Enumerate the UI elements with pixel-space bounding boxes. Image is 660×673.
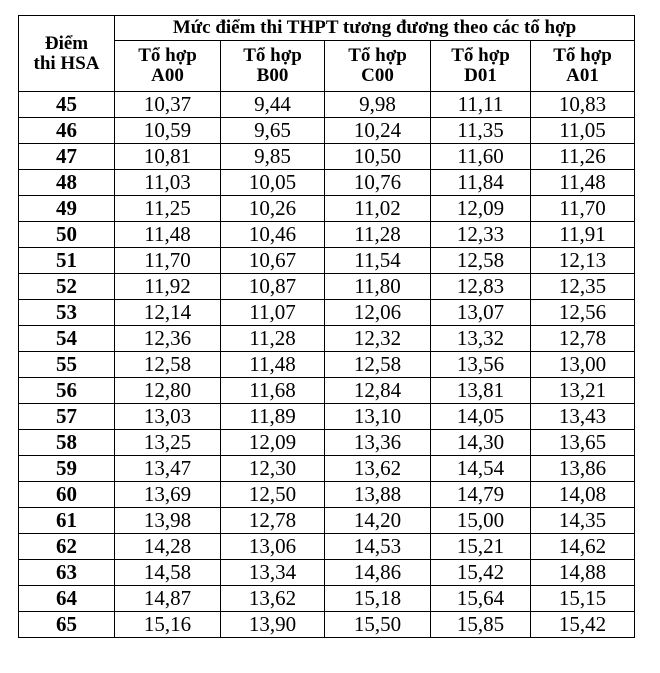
equivalent-score-cell: 13,32 (431, 326, 531, 352)
combination-header-code: B00 (256, 65, 289, 86)
hsa-score-cell: 60 (19, 482, 115, 508)
equivalent-score-cell: 13,69 (115, 482, 221, 508)
equivalent-score-cell: 12,58 (115, 352, 221, 378)
equivalent-score-cell: 12,09 (221, 430, 325, 456)
equivalent-score-cell: 13,00 (531, 352, 635, 378)
hsa-score-cell: 65 (19, 612, 115, 638)
equivalent-score-cell: 10,83 (531, 92, 635, 118)
equivalent-score-cell: 11,28 (221, 326, 325, 352)
equivalent-score-cell: 15,85 (431, 612, 531, 638)
hsa-score-cell: 62 (19, 534, 115, 560)
hsa-score-cell: 52 (19, 274, 115, 300)
hsa-score-cell: 48 (19, 170, 115, 196)
equivalent-score-cell: 12,06 (325, 300, 431, 326)
equivalent-score-cell: 10,59 (115, 118, 221, 144)
equivalent-score-cell: 14,05 (431, 404, 531, 430)
equivalent-score-cell: 10,46 (221, 222, 325, 248)
equivalent-score-cell: 14,35 (531, 508, 635, 534)
equivalent-score-cell: 14,86 (325, 560, 431, 586)
equivalent-score-cell: 11,48 (531, 170, 635, 196)
equivalent-score-cell: 11,54 (325, 248, 431, 274)
equivalent-score-cell: 10,24 (325, 118, 431, 144)
table-row (19, 92, 635, 118)
equivalent-score-cell: 9,85 (221, 144, 325, 170)
hsa-score-cell: 53 (19, 300, 115, 326)
hsa-score-cell: 50 (19, 222, 115, 248)
table-row (19, 118, 635, 144)
equivalent-score-cell: 15,18 (325, 586, 431, 612)
equivalent-score-cell: 9,98 (325, 92, 431, 118)
table-row (19, 196, 635, 222)
table-row (19, 248, 635, 274)
hsa-score-cell: 49 (19, 196, 115, 222)
equivalent-score-cell: 11,84 (431, 170, 531, 196)
table-row (19, 170, 635, 196)
equivalent-score-cell: 12,30 (221, 456, 325, 482)
equivalent-score-cell: 12,56 (531, 300, 635, 326)
table-row (19, 326, 635, 352)
combination-header-label: Tổ hợp (451, 45, 510, 66)
equivalent-score-cell: 15,21 (431, 534, 531, 560)
hsa-score-cell: 57 (19, 404, 115, 430)
table-row (19, 404, 635, 430)
equivalent-score-cell: 11,26 (531, 144, 635, 170)
equivalent-score-cell: 14,88 (531, 560, 635, 586)
equivalent-score-cell: 14,30 (431, 430, 531, 456)
equivalent-score-cell: 13,36 (325, 430, 431, 456)
equivalent-score-cell: 12,58 (325, 352, 431, 378)
equivalent-score-cell: 13,03 (115, 404, 221, 430)
equivalent-score-cell: 13,25 (115, 430, 221, 456)
table-row (19, 586, 635, 612)
equivalent-score-cell: 14,62 (531, 534, 635, 560)
equivalent-score-cell: 10,37 (115, 92, 221, 118)
equivalent-score-cell: 14,28 (115, 534, 221, 560)
equivalent-score-cell: 15,42 (531, 612, 635, 638)
table-row (19, 508, 635, 534)
equivalent-score-cell: 11,35 (431, 118, 531, 144)
equivalent-score-cell: 10,26 (221, 196, 325, 222)
table-row (19, 482, 635, 508)
equivalent-score-cell: 13,07 (431, 300, 531, 326)
equivalent-score-cell: 12,84 (325, 378, 431, 404)
hsa-score-cell: 59 (19, 456, 115, 482)
hsa-score-cell: 61 (19, 508, 115, 534)
table-row (19, 612, 635, 638)
equivalent-score-cell: 14,87 (115, 586, 221, 612)
combination-header-d01 (431, 41, 531, 92)
hsa-header-line1: Điểm (44, 32, 89, 54)
equivalent-score-cell: 12,35 (531, 274, 635, 300)
equivalent-score-cell: 10,81 (115, 144, 221, 170)
combination-header-c00 (325, 41, 431, 92)
equivalent-score-cell: 13,98 (115, 508, 221, 534)
table-body (19, 92, 635, 638)
equivalent-score-cell: 12,14 (115, 300, 221, 326)
equivalent-score-cell: 11,11 (431, 92, 531, 118)
equivalent-score-cell: 10,67 (221, 248, 325, 274)
equivalent-score-cell: 12,83 (431, 274, 531, 300)
combination-header-code: D01 (464, 65, 497, 86)
equivalent-score-cell: 12,09 (431, 196, 531, 222)
combination-header-label: Tổ hợp (348, 45, 407, 66)
hsa-score-cell: 55 (19, 352, 115, 378)
equivalent-score-cell: 12,78 (221, 508, 325, 534)
equivalent-score-cell: 14,08 (531, 482, 635, 508)
equivalent-score-cell: 9,65 (221, 118, 325, 144)
equivalent-score-cell: 15,15 (531, 586, 635, 612)
equivalent-score-cell: 12,58 (431, 248, 531, 274)
hsa-score-cell: 47 (19, 144, 115, 170)
equivalent-score-cell: 13,62 (221, 586, 325, 612)
equivalent-score-cell: 14,79 (431, 482, 531, 508)
equivalent-scores-group-header: Mức điểm thi THPT tương đương theo các tổ hợp (115, 16, 635, 41)
hsa-score-cell: 45 (19, 92, 115, 118)
hsa-score-cell: 58 (19, 430, 115, 456)
equivalent-score-cell: 13,06 (221, 534, 325, 560)
table-row (19, 560, 635, 586)
equivalent-score-cell: 14,54 (431, 456, 531, 482)
table-row (19, 378, 635, 404)
equivalent-score-cell: 11,89 (221, 404, 325, 430)
equivalent-score-cell: 12,78 (531, 326, 635, 352)
combination-header-a01 (531, 41, 635, 92)
equivalent-score-cell: 11,48 (115, 222, 221, 248)
equivalent-score-cell: 13,34 (221, 560, 325, 586)
equivalent-score-cell: 11,07 (221, 300, 325, 326)
hsa-score-cell: 63 (19, 560, 115, 586)
hsa-score-cell: 56 (19, 378, 115, 404)
combination-header-label: Tổ hợp (243, 45, 302, 66)
equivalent-score-cell: 13,10 (325, 404, 431, 430)
equivalent-score-cell: 13,62 (325, 456, 431, 482)
equivalent-score-cell: 14,58 (115, 560, 221, 586)
score-conversion-table (18, 15, 635, 638)
equivalent-score-cell: 11,02 (325, 196, 431, 222)
equivalent-score-cell: 12,13 (531, 248, 635, 274)
equivalent-score-cell: 15,00 (431, 508, 531, 534)
equivalent-score-cell: 14,53 (325, 534, 431, 560)
equivalent-score-cell: 12,50 (221, 482, 325, 508)
equivalent-score-cell: 11,03 (115, 170, 221, 196)
combination-header-code: A00 (151, 65, 184, 86)
equivalent-score-cell: 13,81 (431, 378, 531, 404)
equivalent-score-cell: 11,92 (115, 274, 221, 300)
table-row (19, 300, 635, 326)
hsa-header-line2: thi HSA (33, 52, 100, 74)
equivalent-score-cell: 11,91 (531, 222, 635, 248)
equivalent-score-cell: 11,28 (325, 222, 431, 248)
hsa-score-header (19, 16, 115, 92)
equivalent-score-cell: 13,90 (221, 612, 325, 638)
table-row (19, 430, 635, 456)
table-row (19, 534, 635, 560)
equivalent-score-cell: 12,32 (325, 326, 431, 352)
table-row (19, 274, 635, 300)
equivalent-score-cell: 11,05 (531, 118, 635, 144)
table-row (19, 352, 635, 378)
equivalent-score-cell: 13,56 (431, 352, 531, 378)
table-row (19, 456, 635, 482)
equivalent-score-cell: 10,50 (325, 144, 431, 170)
hsa-score-cell: 64 (19, 586, 115, 612)
equivalent-score-cell: 13,21 (531, 378, 635, 404)
equivalent-score-cell: 11,70 (115, 248, 221, 274)
equivalent-score-cell: 15,42 (431, 560, 531, 586)
equivalent-score-cell: 13,47 (115, 456, 221, 482)
combination-header-label: Tổ hợp (553, 45, 612, 66)
equivalent-score-cell: 12,80 (115, 378, 221, 404)
combination-header-code: A01 (566, 65, 599, 86)
equivalent-score-cell: 9,44 (221, 92, 325, 118)
equivalent-score-cell: 13,86 (531, 456, 635, 482)
equivalent-score-cell: 15,50 (325, 612, 431, 638)
equivalent-score-cell: 10,76 (325, 170, 431, 196)
equivalent-score-cell: 13,65 (531, 430, 635, 456)
combination-header-code: C00 (361, 65, 394, 86)
combination-header-label: Tổ hợp (138, 45, 197, 66)
equivalent-score-cell: 11,60 (431, 144, 531, 170)
hsa-score-cell: 46 (19, 118, 115, 144)
combination-header-b00 (221, 41, 325, 92)
equivalent-score-cell: 11,25 (115, 196, 221, 222)
equivalent-score-cell: 11,48 (221, 352, 325, 378)
hsa-score-cell: 54 (19, 326, 115, 352)
equivalent-score-cell: 13,43 (531, 404, 635, 430)
equivalent-score-cell: 13,88 (325, 482, 431, 508)
equivalent-score-cell: 11,80 (325, 274, 431, 300)
equivalent-score-cell: 10,05 (221, 170, 325, 196)
hsa-score-cell: 51 (19, 248, 115, 274)
table-row (19, 222, 635, 248)
equivalent-score-cell: 12,36 (115, 326, 221, 352)
equivalent-score-cell: 14,20 (325, 508, 431, 534)
table-row (19, 144, 635, 170)
equivalent-score-cell: 10,87 (221, 274, 325, 300)
equivalent-score-cell: 12,33 (431, 222, 531, 248)
equivalent-score-cell: 11,70 (531, 196, 635, 222)
equivalent-score-cell: 15,16 (115, 612, 221, 638)
equivalent-score-cell: 15,64 (431, 586, 531, 612)
combination-header-a00 (115, 41, 221, 92)
equivalent-score-cell: 11,68 (221, 378, 325, 404)
